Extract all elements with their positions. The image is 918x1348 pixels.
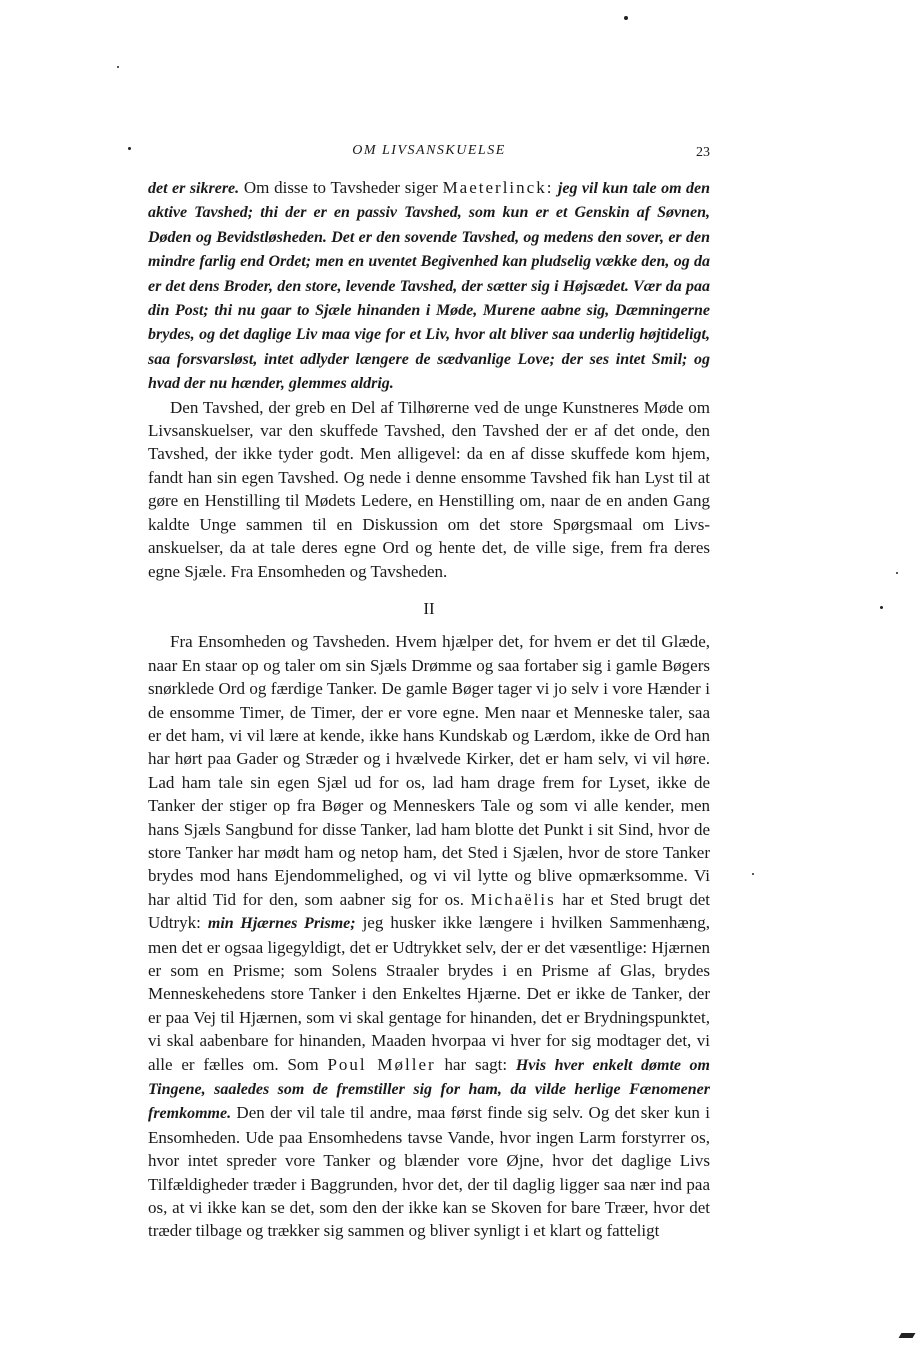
spaced-name: Michaëlis (470, 889, 556, 909)
roman-text: har et Sted brugt det Udtryk: (148, 889, 710, 933)
ink-speck (880, 606, 883, 609)
ink-speck (117, 66, 119, 68)
italic-quote: jeg vil kun tale om den aktive Tavshed; thi der er en passiv Tavshed, som kun er et Genskin af Søvnen, Døden og Bevidstløsheden. Det er den sovende Tavshed, og medens den sover, er den mindre farlig end Ordet; men en uventet Begivenhed kan pludselig vække den, og da er det dens Broder, den store, levende Tavshed, der sætter sig i Højsædet. Vær da paa din Post; thi nu gaar to Sjæle hinanden i Møde, Murene aabne sig, Dæmningerne brydes, og det daglige Liv maa vige for et Liv, hvor alt bliver saa underlig højtideligt, saa forsvarsløst, intet adlyder længere de sædvanlige Love; der ses intet Smil; og hvad der nu hænder, glemmes aldrig. (148, 180, 711, 393)
running-title: OM LIVSANSKUELSE (352, 143, 506, 158)
italic-text: det er sikrere. (148, 180, 240, 197)
ink-speck (896, 572, 898, 574)
ink-speck (752, 873, 754, 875)
italic-text: min Hjærnes Prisme; (207, 915, 356, 933)
paragraph: Den Tavshed, der greb en Del af Tilhørerne ved de unge Kunstneres Møde om Livsanskuelser, var den skuffede Tavshed, den Tavshed der er af det onde, den Tavshed, der ikke tyder godt. Men alligevel: da en af disse skuffede kom hjem, fandt han sin egen Tavshed. Og nede i denne ensomme Tavshed fik han Lyst til at gøre en Henstilling til Mødets Ledere, en Henstilling om, naar de en anden Gang kaldte Unge sammen til en Diskussion om det store Spørgsmaal om Livsanskuelser, da at tale deres egne Ord og hente det, de ville sige, frem fra deres egne Sjæle. Fra Ensomheden og Tavsheden. (148, 397, 710, 581)
ink-speck (128, 147, 131, 150)
roman-text: har sagt: (435, 1054, 516, 1074)
ink-speck (624, 16, 628, 20)
spaced-name: Poul Møller (327, 1054, 436, 1074)
corner-mark (899, 1333, 916, 1338)
body-text (148, 176, 710, 1243)
page-number: 23 (696, 145, 710, 160)
section-number: II (423, 598, 435, 618)
page-header (148, 143, 710, 167)
spaced-name: Maeterlinck: (442, 178, 554, 197)
roman-text: jeg husker ikke længere i hvilken Sammenhæng, men det er ogsaa ligegyldigt, det er Udtrykket selv, der er det væsentlige: Hjærnen er som en Prisme; som Solens Straaler brydes i en Prisme af Glas, brydes Menneskehedens store Tanker i den Enkeltes Hjærne. Det er ikke de Tanker, der er paa Vej til Hjærnen, som vi skal gentage for hinanden, det er Brydningspunktet, vi skal aabenbare for hinanden, Maaden hvorpaa vi hver for sig modtager det, vi alle er fælles om. Som (148, 913, 710, 1074)
paragraph-quote-continuation (148, 176, 710, 396)
roman-text: Om disse to Tavsheder siger (239, 178, 443, 197)
roman-text: Fra Ensomheden og Tavsheden. Hvem hjælper det, for hvem er det til Glæde, naar En staar op og taler om sin Sjæls Drømme og saa fortaber sig i gamle Bøgers snørklede Ord og færdige Tanker. De gamle Bøger tager vi jo selv i vore Hænder i de ensomme Timer, de Timer, der er vore egne. Men naar et Menneske taler, saa er det ham, vi vil lære at kende, ikke hans Kundskab og Lærdom, ikke de Ord han har hørt paa Gader og Stræder og i hvælvede Kirker, det er ham selv, vi vil høre. Lad ham tale sin egen Sjæl ud for os, lad ham drage frem for Lyset, ikke de Tanker der stiger op fra Bøger og Menneskers Tale og som vi alle kender, men hans Sjæls Sangbund for disse Tanker, lad ham blotte det Punkt i sit Sind, hvor de store Tanker har mødt ham og netop ham, det Sted i Sjælen, hvor de store Tanker brydes mod hans Ejendommelighed, og vi vil lytte og blive opmærksomme. Vi har altid Tid for den, som aabner sig for os. (148, 632, 710, 909)
roman-text: Den der vil tale til andre, maa først finde sig selv. Og det sker kun i Ensomheden. Ude paa Ensomhedens tavse Vande, hvor ingen Larm forstyrrer os, hvor intet spreder vore Tanker og blænder vore Øjne, hvor det daglige Livs Tilfældigheder træder i Baggrunden, hvor det, der til daglig ligger saa nær ind paa os, at vi ikke kan se det, som den der ikke kan se Skoven for bare Træer, hvor det træder tilbage og trækker sig sammen og bliver synligt i et klart og fatteligt (148, 1103, 710, 1241)
italic-quote: Hvis hver enkelt dømte om Tingene, saaledes som de fremstiller sig for ham, da vilde herlige Fænomener fremkomme. (148, 1056, 710, 1123)
paragraph (148, 630, 710, 1243)
